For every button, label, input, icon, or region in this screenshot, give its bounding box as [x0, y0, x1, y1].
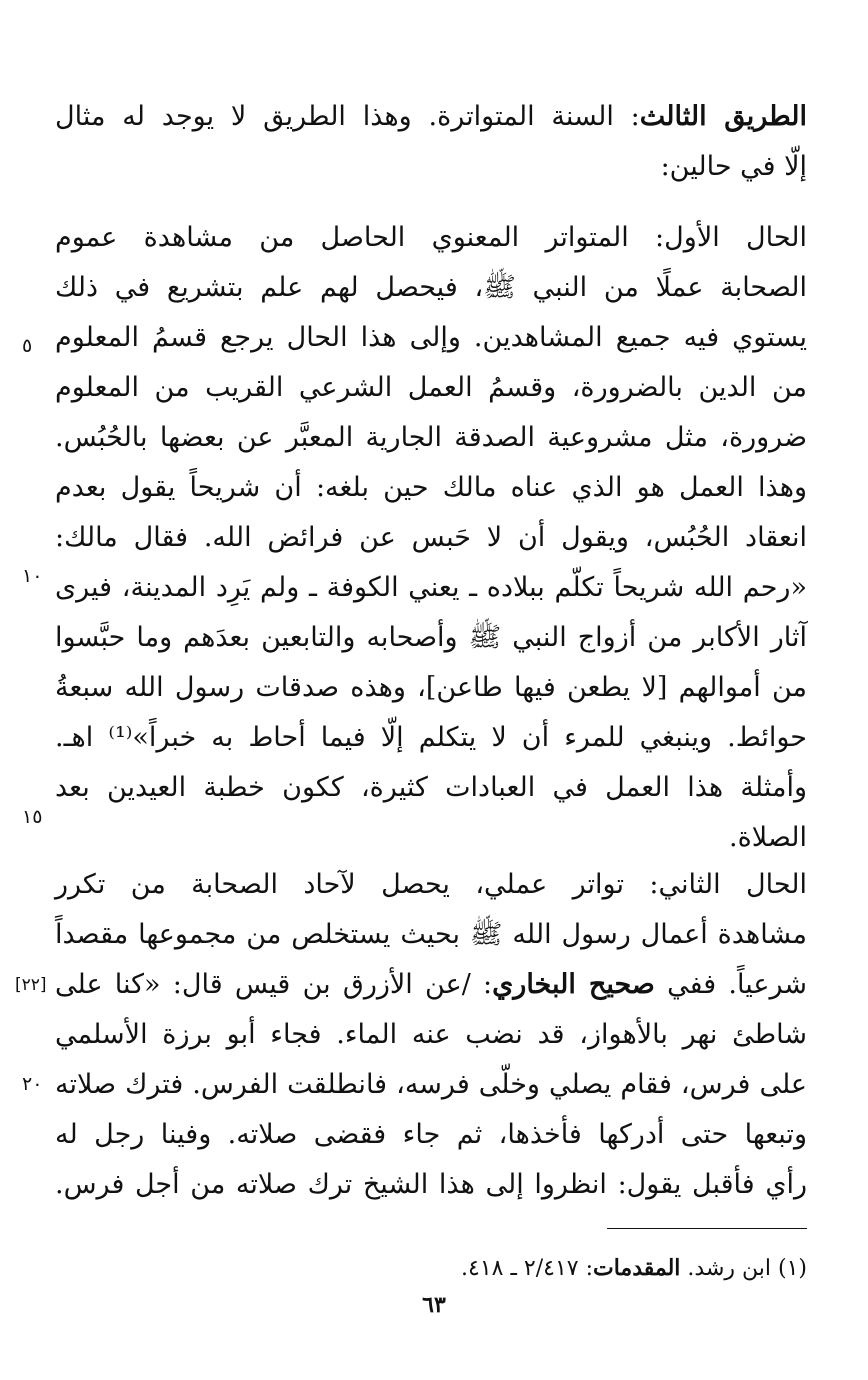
text-line: من أموالهم [لا يطعن فيها طاعن]، وهذه صدقات رسول الله سبعةُ — [55, 672, 807, 703]
line-text: : السنة المتواترة. وهذا الطريق لا يوجد له مثال — [55, 101, 640, 132]
footnote-divider — [607, 1228, 807, 1229]
text-line: ضرورة، مثل مشروعية الصدقة الجارية المعبَّر عن بعضها بالحُبُس. — [55, 422, 807, 453]
line-text: : /عن الأزرق بن قيس قال: «كنا على — [55, 969, 493, 1000]
margin-page-reference: [٢٢] — [15, 975, 47, 995]
bold-title: صحيح البخاري — [492, 969, 655, 1000]
line-text: رأي فأقبل يقول: انظروا إلى هذا الشيخ ترك صلاته من أجل فرس. — [55, 1169, 807, 1200]
margin-line-number: ١٠ — [22, 565, 43, 587]
text-line: الصحابة عملًا من النبي ﷺ، فيحصل لهم علم بتشريع في ذلك — [55, 272, 807, 303]
text-line — [55, 92, 807, 142]
line-text: على فرس، فقام يصلي وخلّى فرسه، فانطلقت الفرس. فترك صلاته — [55, 1069, 807, 1100]
text-line: حوائط. وينبغي للمرء أن لا يتكلم إلّا فيما أحاط به خبراً»⁽¹⁾ اهـ. — [55, 722, 807, 753]
line-text: شاطئ نهر بالأهواز، قد نضب عنه الماء. فجاء أبو برزة الأسلمي — [55, 1019, 807, 1050]
text-line: وأمثلة هذا العمل في العبادات كثيرة، ككون خطبة العيدين بعد — [55, 772, 807, 803]
footnote-book-title: المقدمات — [593, 1255, 681, 1281]
line-text: شرعياً. ففي — [654, 969, 807, 1000]
text-line: آثار الأكابر من أزواج النبي ﷺ وأصحابه والتابعين بعدَهم وما حبَّسوا — [55, 622, 807, 653]
text-line — [55, 960, 807, 1010]
text-line — [55, 1110, 807, 1160]
line-text: وتبعها حتى أدركها فأخذها، ثم جاء فقضى صلاته. وفينا رجل له — [55, 1119, 807, 1150]
line-text: الحال الثاني: تواتر عملي، يحصل لآحاد الصحابة من تكرر — [55, 869, 807, 900]
text-line: الحال الأول: المتواتر المعنوي الحاصل من مشاهدة عموم — [55, 222, 807, 253]
margin-line-number: ٢٠ — [22, 1073, 43, 1095]
page-number: ٦٣ — [422, 1292, 446, 1318]
paragraph-second-case — [55, 860, 807, 1210]
text-line: من الدين بالضرورة، وقسمُ العمل الشرعي القريب من المعلوم — [55, 372, 807, 403]
paragraph-first-case — [55, 213, 807, 863]
text-line — [55, 910, 807, 960]
text-line — [55, 1160, 807, 1210]
footnote — [461, 1250, 807, 1287]
text-line: وهذا العمل هو الذي عناه مالك حين بلغه: أن شريحاً يقول بعدم — [55, 472, 807, 503]
text-line: «رحم الله شريحاً تكلّم ببلاده ـ يعني الكوفة ـ ولم يَرِد المدينة، فيرى — [55, 572, 807, 603]
line-text: إلّا في حالين: — [660, 151, 807, 182]
footnote-text: (١) ابن رشد. — [680, 1256, 807, 1281]
margin-line-number: ١٥ — [22, 806, 43, 828]
text-line: الصلاة. — [729, 822, 807, 853]
paragraph-third-method — [55, 92, 807, 192]
line-text: مشاهدة أعمال رسول الله ﷺ بحيث يستخلص من مجموعها مقصداً — [55, 919, 807, 950]
text-line: يستوي فيه جميع المشاهدين. وإلى هذا الحال يرجع قسمُ المعلوم — [55, 322, 807, 353]
text-line — [55, 142, 807, 192]
text-line — [55, 1060, 807, 1110]
footnote-text: : ٢/٤١٧ ـ ٤١٨. — [461, 1256, 593, 1281]
bold-heading: الطريق الثالث — [639, 101, 808, 132]
text-line — [55, 1010, 807, 1060]
margin-line-number: ٥ — [22, 335, 33, 357]
text-line: انعقاد الحُبُس، ويقول أن لا حَبس عن فرائض الله. فقال مالك: — [55, 522, 807, 553]
text-line — [55, 860, 807, 910]
